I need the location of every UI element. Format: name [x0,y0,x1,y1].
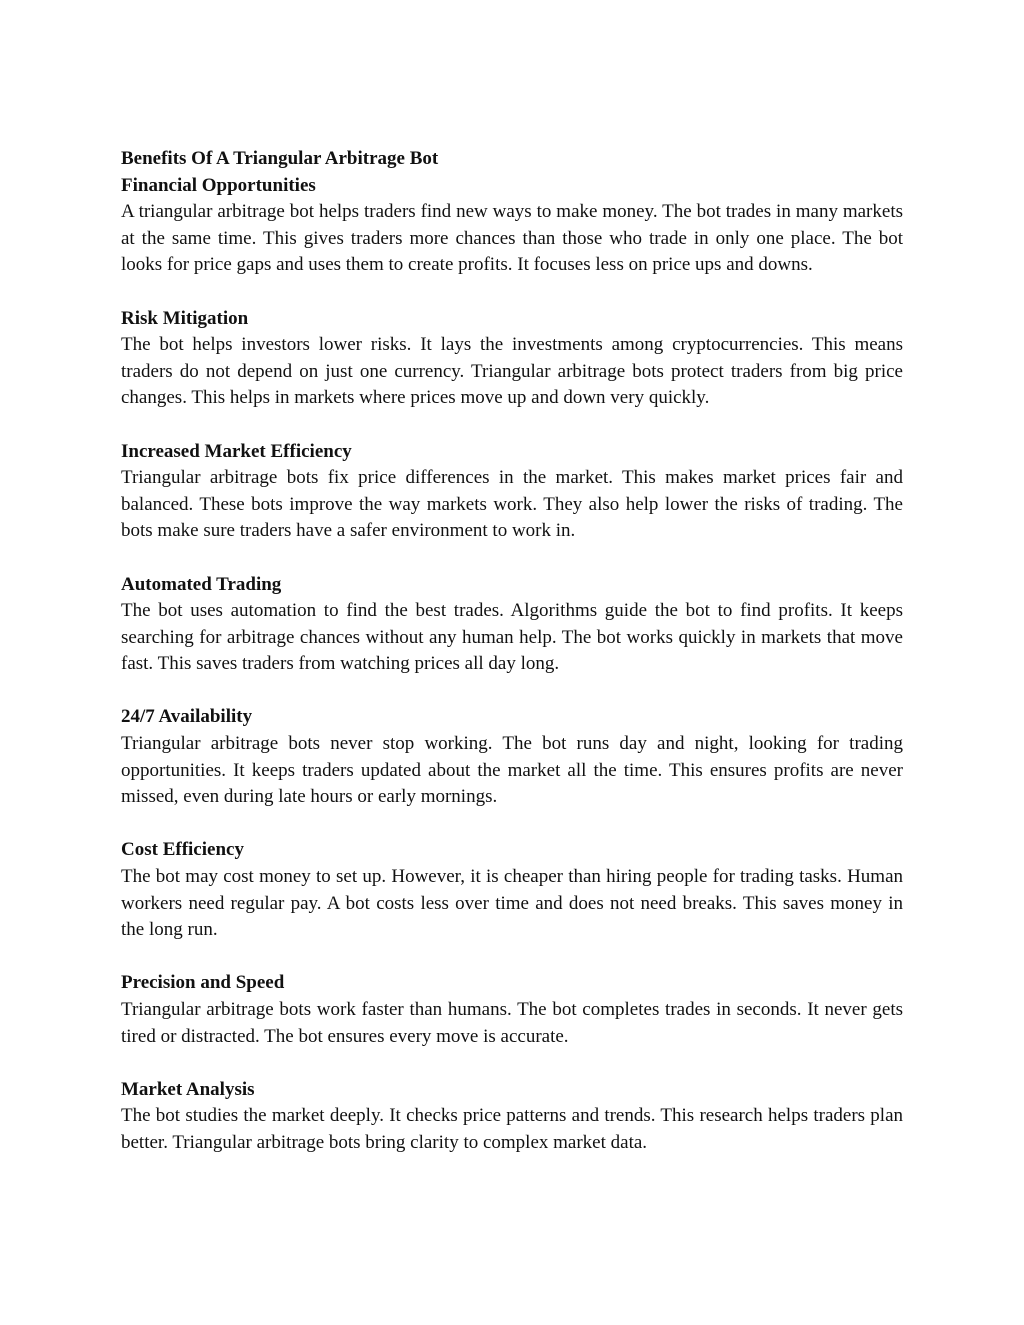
section-heading: Increased Market Efficiency [121,440,352,462]
section-increased-market-efficiency [121,439,903,545]
section-paragraph: Triangular arbitrage bots never stop working. The bot runs day and night, looking for trading opportunities. It keeps traders updated about the market all the time. This ensures profits are never missed, even during late hours or early mornings. [121,733,903,808]
section-paragraph: A triangular arbitrage bot helps traders find new ways to make money. The bot trades in many markets at the same time. This gives traders more chances than those who trade in only one place. The bot looks for price gaps and uses them to create profits. It focuses less on price ups and downs. [121,201,903,276]
section-heading: Financial Opportunities [121,174,316,196]
section-financial-opportunities [121,173,903,279]
section-automated-trading [121,572,903,678]
section-heading: Market Analysis [121,1078,255,1100]
section-cost-efficiency [121,837,903,943]
section-paragraph: Triangular arbitrage bots work faster than humans. The bot completes trades in seconds. It never gets tired or distracted. The bot ensures every move is accurate. [121,999,903,1047]
section-heading: Cost Efficiency [121,839,244,861]
section-precision-and-speed [121,970,903,1050]
section-heading: 24/7 Availability [121,706,253,728]
section-paragraph: The bot helps investors lower risks. It lays the investments among cryptocurrencies. This means traders do not depend on just one currency. Triangular arbitrage bots protect traders from big price changes. This helps in markets where prices move up and down very quickly. [121,334,903,409]
document-page [121,146,903,1183]
section-market-analysis [121,1077,903,1157]
section-paragraph: The bot uses automation to find the best trades. Algorithms guide the bot to find profits. It keeps searching for arbitrage chances without any human help. The bot works quickly in markets that move fast. This saves traders from watching prices all day long. [121,600,903,675]
section-risk-mitigation [121,306,903,412]
document-title: Benefits Of A Triangular Arbitrage Bot [121,148,439,169]
section-paragraph: Triangular arbitrage bots fix price differences in the market. This makes market prices fair and balanced. These bots improve the way markets work. They also help lower the risks of trading. The bots make sure traders have a safer environment to work in. [121,467,903,542]
section-heading: Precision and Speed [121,972,285,994]
section-paragraph: The bot may cost money to set up. However, it is cheaper than hiring people for trading tasks. Human workers need regular pay. A bot costs less over time and does not need breaks. This saves money in the long run. [121,866,903,941]
section-paragraph: The bot studies the market deeply. It checks price patterns and trends. This research helps traders plan better. Triangular arbitrage bots bring clarity to complex market data. [121,1105,903,1153]
section-availability [121,704,903,810]
section-heading: Risk Mitigation [121,307,249,329]
section-heading: Automated Trading [121,573,282,595]
